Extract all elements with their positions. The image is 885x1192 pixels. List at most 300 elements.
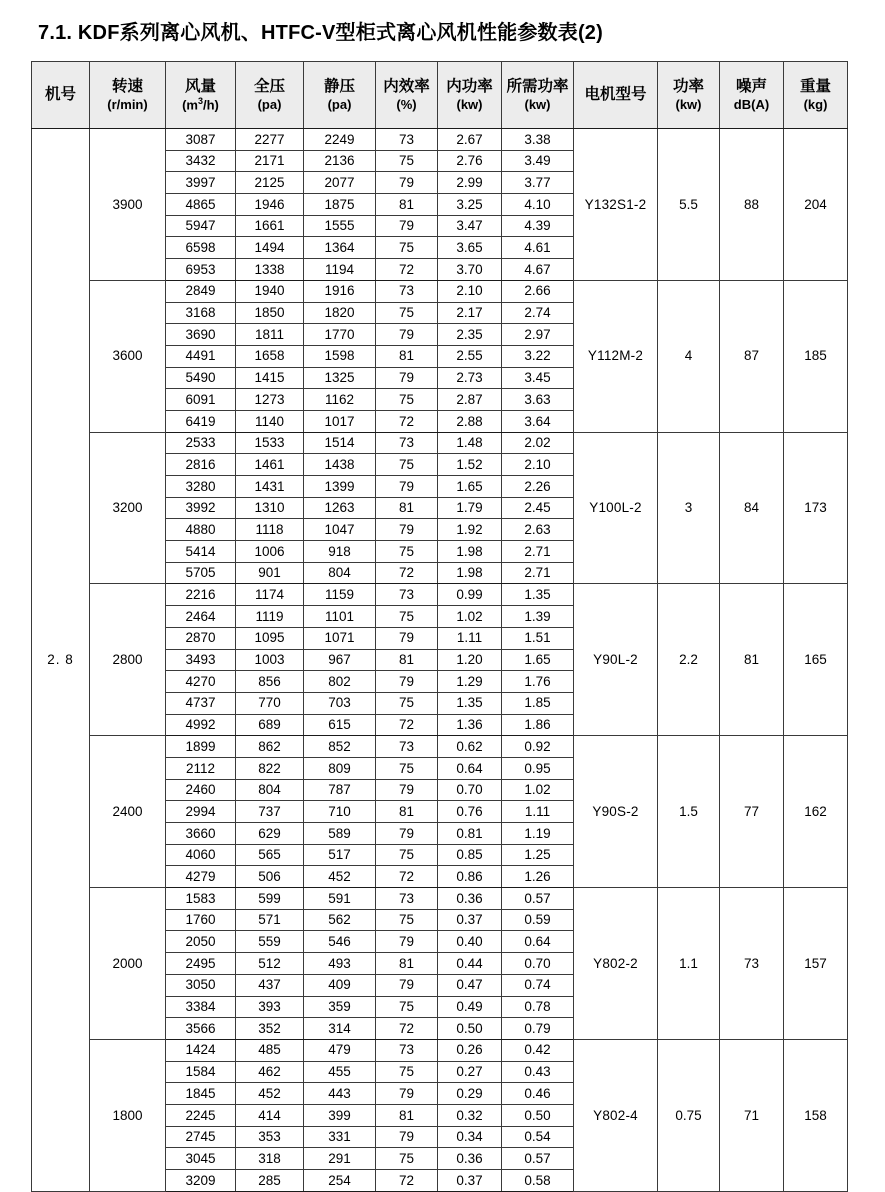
column-header-title: 风量 xyxy=(184,77,216,95)
cell-inner-efficiency: 79 xyxy=(376,1126,438,1148)
cell-weight: 165 xyxy=(784,584,848,736)
cell-inner-efficiency: 73 xyxy=(376,584,438,606)
cell-air-volume: 2816 xyxy=(166,454,236,476)
cell-total-pressure: 737 xyxy=(236,801,304,823)
cell-required-power: 2.66 xyxy=(502,280,574,302)
cell-inner-efficiency: 79 xyxy=(376,476,438,498)
cell-inner-efficiency: 79 xyxy=(376,823,438,845)
table-row xyxy=(32,280,848,302)
cell-motor-power: 2.2 xyxy=(658,584,720,736)
cell-inner-power: 2.73 xyxy=(438,367,502,389)
column-header-unit: (r/min) xyxy=(107,96,148,112)
column-header-unit: (kg) xyxy=(803,96,828,112)
table-row xyxy=(32,736,848,758)
cell-air-volume: 4880 xyxy=(166,519,236,541)
cell-static-pressure: 1159 xyxy=(304,584,376,606)
cell-total-pressure: 437 xyxy=(236,974,304,996)
page-title: 7.1. KDF系列离心风机、HTFC-V型柜式离心风机性能参数表(2) xyxy=(38,22,603,44)
cell-inner-power: 2.35 xyxy=(438,324,502,346)
cell-static-pressure: 2077 xyxy=(304,172,376,194)
cell-required-power: 0.54 xyxy=(502,1126,574,1148)
cell-inner-efficiency: 79 xyxy=(376,215,438,237)
cell-total-pressure: 1533 xyxy=(236,432,304,454)
cell-inner-power: 1.20 xyxy=(438,649,502,671)
cell-inner-efficiency: 73 xyxy=(376,736,438,758)
cell-total-pressure: 1119 xyxy=(236,606,304,628)
cell-total-pressure: 1003 xyxy=(236,649,304,671)
column-header-unit: (kw) xyxy=(456,96,483,112)
cell-inner-efficiency: 75 xyxy=(376,541,438,563)
column-header-title: 内效率 xyxy=(383,78,430,96)
cell-inner-power: 2.87 xyxy=(438,389,502,411)
column-header-speed xyxy=(90,62,166,129)
cell-static-pressure: 852 xyxy=(304,736,376,758)
cell-air-volume: 3045 xyxy=(166,1148,236,1170)
cell-air-volume: 1899 xyxy=(166,736,236,758)
cell-total-pressure: 462 xyxy=(236,1061,304,1083)
column-header-unit: dB(A) xyxy=(733,96,770,112)
cell-inner-efficiency: 79 xyxy=(376,172,438,194)
cell-motor-model: Y90S-2 xyxy=(574,736,658,888)
column-header-unit: $(m^3/h)$ xyxy=(182,95,219,113)
cell-air-volume: 3432 xyxy=(166,150,236,172)
cell-total-pressure: 414 xyxy=(236,1104,304,1126)
cell-air-volume: 4060 xyxy=(166,844,236,866)
cell-static-pressure: 802 xyxy=(304,671,376,693)
cell-required-power: 1.25 xyxy=(502,844,574,866)
cell-inner-power: 2.55 xyxy=(438,345,502,367)
cell-required-power: 0.59 xyxy=(502,909,574,931)
cell-air-volume: 4992 xyxy=(166,714,236,736)
column-header-unit: (kw) xyxy=(675,96,702,112)
cell-required-power: 1.35 xyxy=(502,584,574,606)
cell-air-volume: 1760 xyxy=(166,909,236,931)
column-header-unit: (pa) xyxy=(257,96,282,112)
cell-required-power: 2.74 xyxy=(502,302,574,324)
cell-static-pressure: 562 xyxy=(304,909,376,931)
cell-total-pressure: 452 xyxy=(236,1083,304,1105)
cell-required-power: 3.64 xyxy=(502,410,574,432)
cell-inner-efficiency: 81 xyxy=(376,1104,438,1126)
cell-air-volume: 1583 xyxy=(166,888,236,910)
table-header xyxy=(32,62,848,129)
cell-inner-efficiency: 72 xyxy=(376,1018,438,1040)
cell-inner-power: 0.40 xyxy=(438,931,502,953)
cell-inner-efficiency: 81 xyxy=(376,953,438,975)
cell-air-volume: 5414 xyxy=(166,541,236,563)
cell-air-volume: 3660 xyxy=(166,823,236,845)
cell-required-power: 1.85 xyxy=(502,692,574,714)
cell-total-pressure: 353 xyxy=(236,1126,304,1148)
cell-static-pressure: 1875 xyxy=(304,194,376,216)
cell-inner-efficiency: 79 xyxy=(376,671,438,693)
cell-air-volume: 3384 xyxy=(166,996,236,1018)
cell-static-pressure: 2136 xyxy=(304,150,376,172)
cell-required-power: 1.26 xyxy=(502,866,574,888)
cell-required-power: 1.51 xyxy=(502,627,574,649)
cell-inner-efficiency: 75 xyxy=(376,844,438,866)
cell-static-pressure: 1101 xyxy=(304,606,376,628)
cell-required-power: 2.71 xyxy=(502,562,574,584)
cell-required-power: 0.79 xyxy=(502,1018,574,1040)
cell-required-power: 2.71 xyxy=(502,541,574,563)
cell-static-pressure: 804 xyxy=(304,562,376,584)
cell-noise: 88 xyxy=(720,129,784,281)
cell-air-volume: 1424 xyxy=(166,1039,236,1061)
cell-air-volume: 3566 xyxy=(166,1018,236,1040)
cell-inner-efficiency: 75 xyxy=(376,909,438,931)
cell-weight: 204 xyxy=(784,129,848,281)
cell-inner-power: 3.65 xyxy=(438,237,502,259)
cell-speed: 1800 xyxy=(90,1039,166,1191)
cell-air-volume: 4491 xyxy=(166,345,236,367)
cell-inner-efficiency: 73 xyxy=(376,1039,438,1061)
cell-required-power: 1.76 xyxy=(502,671,574,693)
table-body xyxy=(32,129,848,1192)
cell-weight: 185 xyxy=(784,280,848,432)
cell-inner-efficiency: 75 xyxy=(376,606,438,628)
column-header-unit: (kw) xyxy=(524,96,551,112)
cell-inner-power: 2.10 xyxy=(438,280,502,302)
cell-inner-efficiency: 81 xyxy=(376,497,438,519)
cell-static-pressure: 1916 xyxy=(304,280,376,302)
table-row xyxy=(32,584,848,606)
cell-noise: 87 xyxy=(720,280,784,432)
cell-static-pressure: 517 xyxy=(304,844,376,866)
cell-inner-efficiency: 75 xyxy=(376,389,438,411)
cell-static-pressure: 1820 xyxy=(304,302,376,324)
cell-air-volume: 5947 xyxy=(166,215,236,237)
cell-noise: 77 xyxy=(720,736,784,888)
cell-weight: 157 xyxy=(784,888,848,1040)
cell-required-power: 0.74 xyxy=(502,974,574,996)
cell-total-pressure: 2171 xyxy=(236,150,304,172)
cell-motor-model: Y132S1-2 xyxy=(574,129,658,281)
cell-required-power: 3.38 xyxy=(502,129,574,151)
cell-static-pressure: 710 xyxy=(304,801,376,823)
cell-speed: 3900 xyxy=(90,129,166,281)
cell-inner-power: 3.70 xyxy=(438,259,502,281)
cell-required-power: 0.58 xyxy=(502,1170,574,1192)
cell-inner-power: 1.52 xyxy=(438,454,502,476)
cell-inner-efficiency: 79 xyxy=(376,1083,438,1105)
cell-static-pressure: 291 xyxy=(304,1148,376,1170)
cell-inner-power: 0.32 xyxy=(438,1104,502,1126)
cell-inner-power: 0.99 xyxy=(438,584,502,606)
cell-total-pressure: 2125 xyxy=(236,172,304,194)
cell-required-power: 0.64 xyxy=(502,931,574,953)
cell-inner-power: 0.86 xyxy=(438,866,502,888)
cell-inner-power: 1.98 xyxy=(438,562,502,584)
cell-static-pressure: 359 xyxy=(304,996,376,1018)
cell-required-power: 1.02 xyxy=(502,779,574,801)
cell-total-pressure: 770 xyxy=(236,692,304,714)
cell-air-volume: 2495 xyxy=(166,953,236,975)
cell-total-pressure: 1273 xyxy=(236,389,304,411)
cell-air-volume: 5705 xyxy=(166,562,236,584)
cell-inner-efficiency: 75 xyxy=(376,757,438,779)
cell-static-pressure: 1017 xyxy=(304,410,376,432)
cell-static-pressure: 1263 xyxy=(304,497,376,519)
cell-inner-efficiency: 73 xyxy=(376,888,438,910)
cell-motor-power: 0.75 xyxy=(658,1039,720,1191)
column-header-req-power xyxy=(502,62,574,129)
column-header-unit: (%) xyxy=(396,96,417,112)
cell-inner-power: 0.44 xyxy=(438,953,502,975)
cell-total-pressure: 629 xyxy=(236,823,304,845)
cell-required-power: 4.39 xyxy=(502,215,574,237)
cell-required-power: 1.19 xyxy=(502,823,574,845)
cell-inner-efficiency: 81 xyxy=(376,649,438,671)
cell-static-pressure: 1555 xyxy=(304,215,376,237)
cell-inner-power: 3.47 xyxy=(438,215,502,237)
cell-inner-power: 1.79 xyxy=(438,497,502,519)
performance-parameter-table xyxy=(31,61,848,1192)
column-header-air-volume xyxy=(166,62,236,129)
cell-inner-power: 0.76 xyxy=(438,801,502,823)
cell-inner-efficiency: 75 xyxy=(376,237,438,259)
cell-speed: 3600 xyxy=(90,280,166,432)
cell-static-pressure: 1514 xyxy=(304,432,376,454)
cell-motor-model: Y112M-2 xyxy=(574,280,658,432)
cell-air-volume: 1845 xyxy=(166,1083,236,1105)
cell-total-pressure: 1415 xyxy=(236,367,304,389)
cell-inner-power: 0.81 xyxy=(438,823,502,845)
cell-inner-efficiency: 79 xyxy=(376,627,438,649)
cell-inner-efficiency: 81 xyxy=(376,801,438,823)
cell-air-volume: 4279 xyxy=(166,866,236,888)
cell-total-pressure: 1461 xyxy=(236,454,304,476)
cell-total-pressure: 1140 xyxy=(236,410,304,432)
cell-inner-power: 1.92 xyxy=(438,519,502,541)
cell-inner-efficiency: 75 xyxy=(376,996,438,1018)
cell-air-volume: 6091 xyxy=(166,389,236,411)
header-row xyxy=(32,62,848,129)
spec-table-container xyxy=(31,61,847,1192)
cell-model-no: 2. 8 xyxy=(32,129,90,1192)
cell-total-pressure: 506 xyxy=(236,866,304,888)
cell-speed: 2000 xyxy=(90,888,166,1040)
cell-static-pressure: 409 xyxy=(304,974,376,996)
cell-static-pressure: 589 xyxy=(304,823,376,845)
cell-static-pressure: 615 xyxy=(304,714,376,736)
column-header-model-no xyxy=(32,62,90,129)
cell-air-volume: 2245 xyxy=(166,1104,236,1126)
cell-static-pressure: 546 xyxy=(304,931,376,953)
cell-inner-power: 1.98 xyxy=(438,541,502,563)
cell-inner-power: 0.85 xyxy=(438,844,502,866)
column-header-weight xyxy=(784,62,848,129)
cell-total-pressure: 1946 xyxy=(236,194,304,216)
cell-inner-efficiency: 79 xyxy=(376,367,438,389)
column-header-title: 转速 xyxy=(111,78,143,96)
column-header-title: 静压 xyxy=(323,78,355,96)
cell-total-pressure: 318 xyxy=(236,1148,304,1170)
cell-air-volume: 2994 xyxy=(166,801,236,823)
cell-inner-power: 0.37 xyxy=(438,1170,502,1192)
cell-total-pressure: 689 xyxy=(236,714,304,736)
cell-required-power: 4.10 xyxy=(502,194,574,216)
cell-inner-power: 0.29 xyxy=(438,1083,502,1105)
cell-total-pressure: 901 xyxy=(236,562,304,584)
cell-static-pressure: 254 xyxy=(304,1170,376,1192)
cell-air-volume: 2533 xyxy=(166,432,236,454)
cell-required-power: 1.86 xyxy=(502,714,574,736)
cell-air-volume: 3280 xyxy=(166,476,236,498)
cell-required-power: 2.63 xyxy=(502,519,574,541)
cell-inner-efficiency: 72 xyxy=(376,714,438,736)
cell-total-pressure: 1494 xyxy=(236,237,304,259)
cell-inner-efficiency: 75 xyxy=(376,150,438,172)
cell-motor-model: Y100L-2 xyxy=(574,432,658,584)
column-header-title: 重量 xyxy=(799,78,831,96)
cell-inner-efficiency: 75 xyxy=(376,692,438,714)
cell-inner-power: 1.35 xyxy=(438,692,502,714)
cell-noise: 81 xyxy=(720,584,784,736)
cell-air-volume: 5490 xyxy=(166,367,236,389)
cell-air-volume: 2216 xyxy=(166,584,236,606)
cell-total-pressure: 352 xyxy=(236,1018,304,1040)
cell-inner-efficiency: 72 xyxy=(376,866,438,888)
cell-required-power: 3.63 xyxy=(502,389,574,411)
cell-inner-power: 2.99 xyxy=(438,172,502,194)
cell-air-volume: 2870 xyxy=(166,627,236,649)
cell-weight: 173 xyxy=(784,432,848,584)
column-header-total-press xyxy=(236,62,304,129)
cell-inner-power: 0.50 xyxy=(438,1018,502,1040)
cell-inner-efficiency: 75 xyxy=(376,454,438,476)
cell-total-pressure: 1095 xyxy=(236,627,304,649)
table-row xyxy=(32,888,848,910)
cell-inner-power: 2.88 xyxy=(438,410,502,432)
cell-inner-efficiency: 81 xyxy=(376,345,438,367)
table-row xyxy=(32,432,848,454)
cell-required-power: 2.97 xyxy=(502,324,574,346)
cell-static-pressure: 331 xyxy=(304,1126,376,1148)
cell-motor-power: 1.5 xyxy=(658,736,720,888)
cell-required-power: 0.43 xyxy=(502,1061,574,1083)
cell-air-volume: 4737 xyxy=(166,692,236,714)
cell-air-volume: 6953 xyxy=(166,259,236,281)
cell-total-pressure: 393 xyxy=(236,996,304,1018)
column-header-title: 功率 xyxy=(672,78,704,96)
cell-inner-power: 0.62 xyxy=(438,736,502,758)
cell-speed: 3200 xyxy=(90,432,166,584)
cell-total-pressure: 1850 xyxy=(236,302,304,324)
cell-static-pressure: 1194 xyxy=(304,259,376,281)
cell-air-volume: 2050 xyxy=(166,931,236,953)
cell-required-power: 0.50 xyxy=(502,1104,574,1126)
cell-inner-efficiency: 73 xyxy=(376,432,438,454)
cell-static-pressure: 1325 xyxy=(304,367,376,389)
cell-total-pressure: 1006 xyxy=(236,541,304,563)
cell-inner-efficiency: 73 xyxy=(376,129,438,151)
cell-inner-efficiency: 79 xyxy=(376,324,438,346)
cell-inner-power: 3.25 xyxy=(438,194,502,216)
cell-total-pressure: 565 xyxy=(236,844,304,866)
cell-total-pressure: 856 xyxy=(236,671,304,693)
cell-total-pressure: 2277 xyxy=(236,129,304,151)
column-header-title: 电机型号 xyxy=(584,86,647,104)
cell-air-volume: 6419 xyxy=(166,410,236,432)
cell-static-pressure: 493 xyxy=(304,953,376,975)
cell-motor-power: 1.1 xyxy=(658,888,720,1040)
cell-inner-power: 0.70 xyxy=(438,779,502,801)
cell-inner-power: 2.67 xyxy=(438,129,502,151)
cell-inner-power: 0.34 xyxy=(438,1126,502,1148)
cell-air-volume: 3493 xyxy=(166,649,236,671)
cell-total-pressure: 285 xyxy=(236,1170,304,1192)
cell-static-pressure: 443 xyxy=(304,1083,376,1105)
cell-total-pressure: 822 xyxy=(236,757,304,779)
cell-inner-power: 0.47 xyxy=(438,974,502,996)
cell-air-volume: 2460 xyxy=(166,779,236,801)
cell-noise: 84 xyxy=(720,432,784,584)
cell-required-power: 2.02 xyxy=(502,432,574,454)
cell-required-power: 0.78 xyxy=(502,996,574,1018)
cell-static-pressure: 1162 xyxy=(304,389,376,411)
cell-static-pressure: 1598 xyxy=(304,345,376,367)
cell-static-pressure: 452 xyxy=(304,866,376,888)
column-header-title: 所需功率 xyxy=(506,78,569,96)
cell-total-pressure: 1174 xyxy=(236,584,304,606)
column-header-unit: (pa) xyxy=(327,96,352,112)
cell-inner-power: 0.26 xyxy=(438,1039,502,1061)
cell-motor-power: 3 xyxy=(658,432,720,584)
cell-inner-power: 1.36 xyxy=(438,714,502,736)
cell-static-pressure: 2249 xyxy=(304,129,376,151)
cell-motor-model: Y802-4 xyxy=(574,1039,658,1191)
cell-inner-efficiency: 72 xyxy=(376,410,438,432)
cell-total-pressure: 1811 xyxy=(236,324,304,346)
cell-static-pressure: 591 xyxy=(304,888,376,910)
cell-inner-efficiency: 75 xyxy=(376,1148,438,1170)
cell-required-power: 4.61 xyxy=(502,237,574,259)
cell-required-power: 0.57 xyxy=(502,1148,574,1170)
cell-weight: 158 xyxy=(784,1039,848,1191)
table-row xyxy=(32,129,848,151)
cell-air-volume: 3690 xyxy=(166,324,236,346)
cell-static-pressure: 703 xyxy=(304,692,376,714)
cell-inner-power: 0.37 xyxy=(438,909,502,931)
cell-required-power: 2.26 xyxy=(502,476,574,498)
cell-required-power: 0.95 xyxy=(502,757,574,779)
cell-noise: 71 xyxy=(720,1039,784,1191)
cell-static-pressure: 399 xyxy=(304,1104,376,1126)
cell-required-power: 3.45 xyxy=(502,367,574,389)
column-header-title: 噪声 xyxy=(735,78,767,96)
cell-total-pressure: 862 xyxy=(236,736,304,758)
cell-air-volume: 2112 xyxy=(166,757,236,779)
cell-required-power: 0.70 xyxy=(502,953,574,975)
cell-total-pressure: 1940 xyxy=(236,280,304,302)
cell-total-pressure: 1431 xyxy=(236,476,304,498)
cell-air-volume: 6598 xyxy=(166,237,236,259)
cell-inner-efficiency: 72 xyxy=(376,562,438,584)
cell-air-volume: 3997 xyxy=(166,172,236,194)
cell-inner-power: 0.36 xyxy=(438,888,502,910)
cell-air-volume: 2464 xyxy=(166,606,236,628)
column-header-title: 内功率 xyxy=(446,78,493,96)
cell-total-pressure: 485 xyxy=(236,1039,304,1061)
cell-total-pressure: 599 xyxy=(236,888,304,910)
cell-inner-efficiency: 75 xyxy=(376,302,438,324)
cell-required-power: 1.65 xyxy=(502,649,574,671)
cell-static-pressure: 1047 xyxy=(304,519,376,541)
cell-air-volume: 3087 xyxy=(166,129,236,151)
cell-inner-power: 1.02 xyxy=(438,606,502,628)
cell-speed: 2800 xyxy=(90,584,166,736)
